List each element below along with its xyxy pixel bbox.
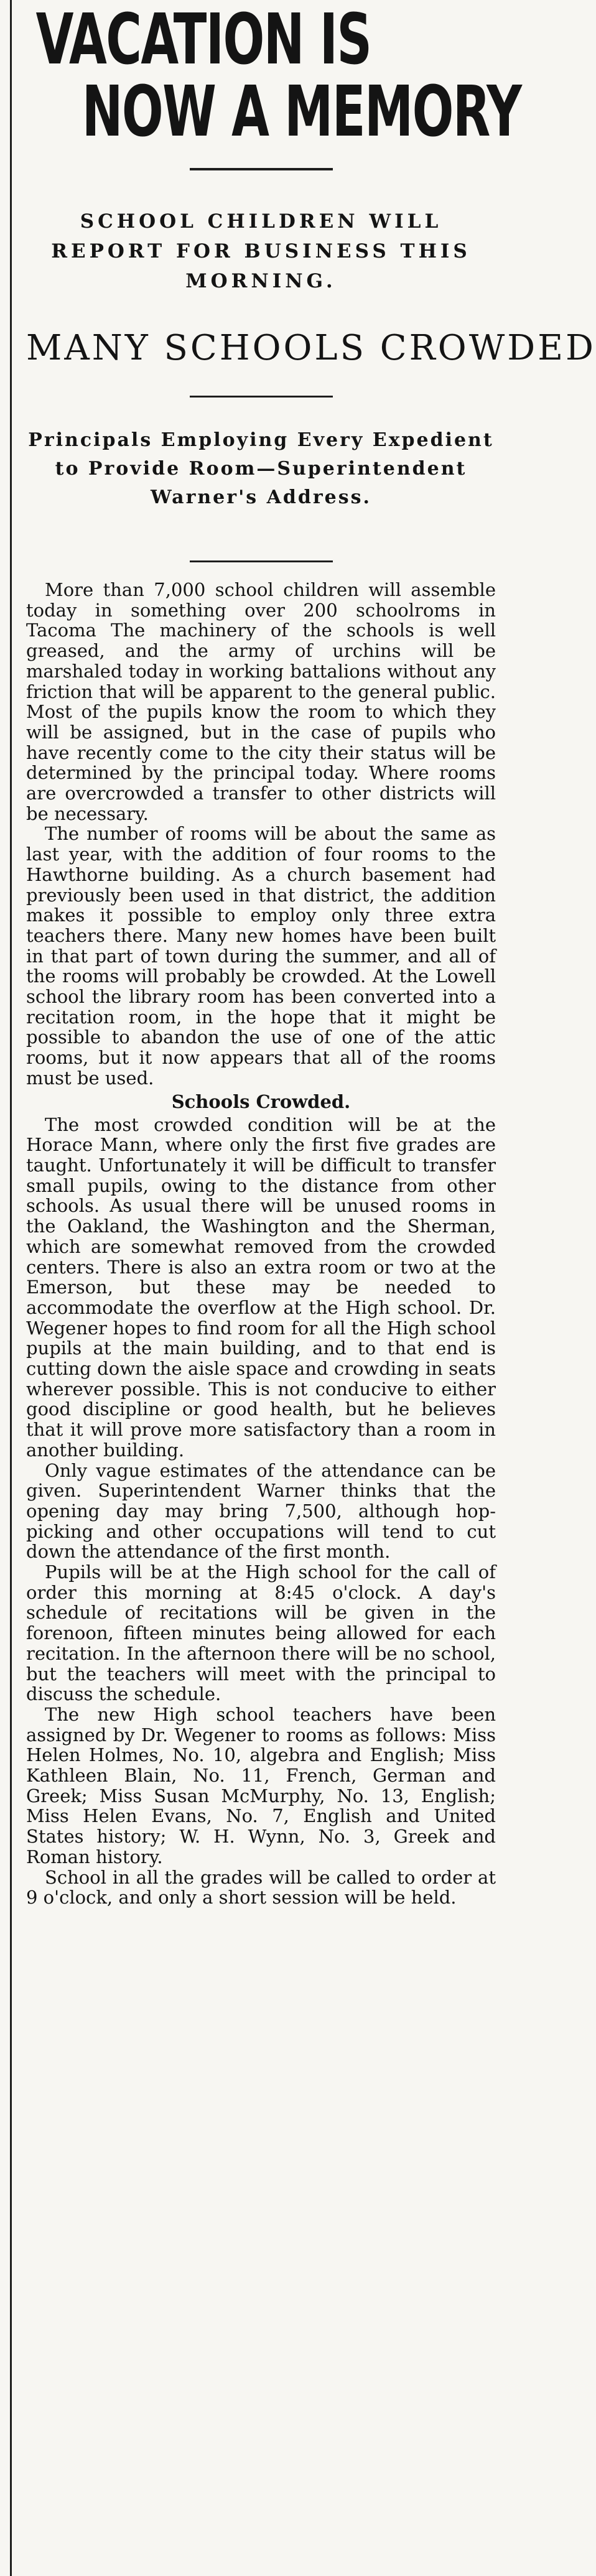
divider	[190, 396, 333, 398]
headline-line2: NOW A MEMORY	[81, 72, 521, 152]
subhead: Schools Crowded.	[171, 1090, 351, 1112]
headline-line1: VACATION IS	[35, 0, 371, 80]
paragraph: Only vague estimates of the attendance can be given. Superintendent Warner thinks that the opening day may bring 7,500, although hop-picking and other occupations will tend to cut down the attendance of the first month.	[26, 1459, 496, 1563]
paragraph: School in all the grades will be called to order at 9 o'clock, and only a short session will be held.	[26, 1866, 496, 1909]
divider	[190, 560, 333, 562]
paragraph: More than 7,000 school children will assemble today in something over 200 schoolroms in Tacoma The machinery of the schools is well greased, and the army of urchins will be marshaled today in working battalions without any friction that will be apparent to the general public. Most of the pupils know the room to which they will be assigned, but in the case of pupils who have recently come to the city their status will be determined by the principal today. Where rooms are overcrowded a transfer to other districts will be necessary.	[26, 579, 496, 824]
column-rule	[10, 0, 12, 2576]
deck-principals: Principals Employing Every Expedient to Provide Room—Superintendent Warner's Address.	[28, 429, 494, 508]
paragraph: The number of rooms will be about the same as last year, with the addition of four rooms to the Hawthorne building. As a church basement had previously been used in that district, the addition makes it possible to employ only three extra teachers there. Many new homes have been built in that part of town during the summer, and all of the rooms will probably be crowded. At the Lowell school the library room has been converted into a recitation room, in the hope that it might be possible to abandon the use of one of the attic rooms, but it now appears that all of the rooms must be used.	[26, 823, 496, 1089]
paragraph: Pupils will be at the High school for the call of order this morning at 8:45 o'clock. A day's schedule of recitations will be given in the forenoon, fifteen minutes being allowed for each recitation. In the afternoon there will be no school, but the teachers will meet with the principal to discuss the schedule.	[26, 1561, 496, 1705]
deck-many-schools: MANY SCHOOLS CROWDED	[26, 328, 596, 368]
paragraph: The most crowded condition will be at the Horace Mann, where only the first five grades are taught. Unfortunately it will be difficult to transfer small pupils, owing to the distance from other schools. As usual there will be unused rooms in the Oakland, the Washington and the Sherman, which are somewhat removed from the crowded centers. There is also an extra room or two at the Emerson, but these may be needed to accommodate the overflow at the High school. Dr. Wegener hopes to find room for all the High school pupils at the main building, and to that end is cutting down the aisle space and crowding in seats wherever possible. This is not conducive to either good discipline or good health, but he believes that it will prove more satisfactory than a room in another building.	[26, 1114, 496, 1461]
divider	[190, 168, 333, 170]
article-body	[26, 580, 496, 1908]
deck-school-children: SCHOOL CHILDREN WILL REPORT FOR BUSINESS THIS MORNING.	[51, 210, 471, 292]
paragraph: The new High school teachers have been assigned by Dr. Wegener to rooms as follows: Miss Helen Holmes, No. 10, algebra and English; Miss Kathleen Blain, No. 11, French, German and Greek; Miss Susan McMurphy, No. 13, English; Miss Helen Evans, No. 7, English and United States history; W. H. Wynn, No. 3, Greek and Roman history.	[26, 1703, 496, 1867]
